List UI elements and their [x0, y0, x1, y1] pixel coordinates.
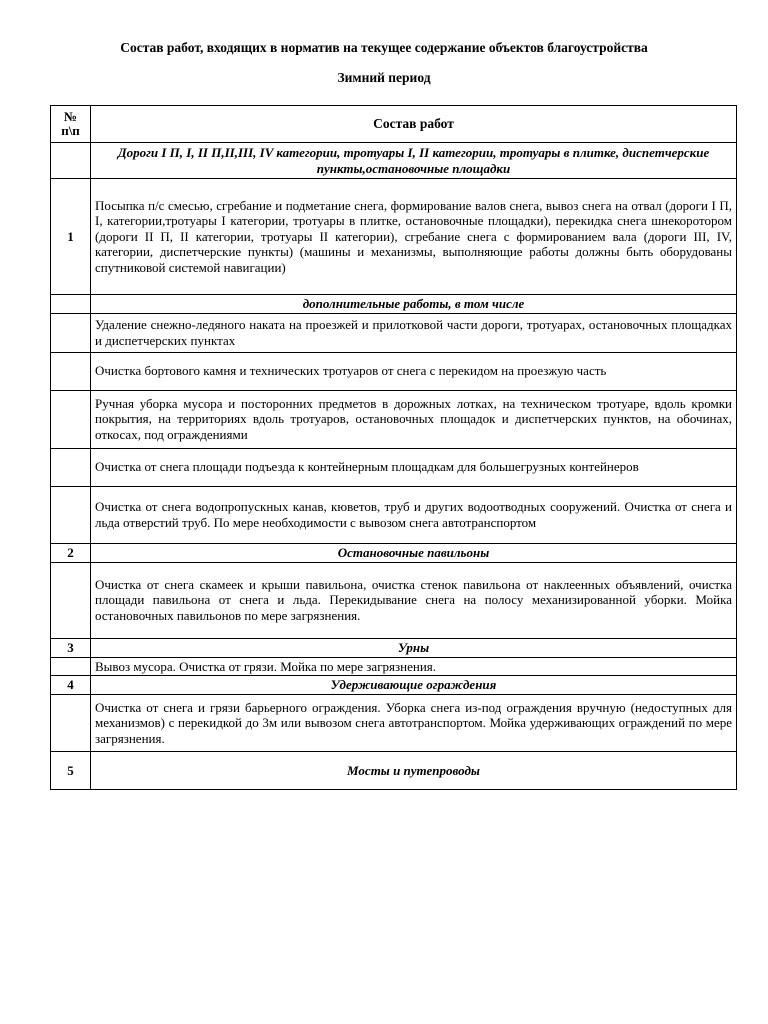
row-number: 1	[51, 179, 91, 295]
works-table	[50, 105, 737, 790]
row-number	[51, 448, 91, 486]
table-row	[51, 752, 737, 790]
row-number	[51, 143, 91, 179]
section-title: Мосты и путепроводы	[91, 752, 737, 790]
table-row	[51, 657, 737, 676]
section-title: дополнительные работы, в том числе	[91, 295, 737, 314]
document-title: Состав работ, входящих в норматив на текущее содержание объектов благоустройства	[120, 40, 648, 55]
row-number	[51, 486, 91, 543]
table-row	[51, 543, 737, 562]
section-title: Удерживающие ограждения	[91, 676, 737, 695]
section-title: Дороги I П, I, II П,II,III, IV категории, тротуары I, II категории, тротуары в плитке, диспетчерские пункты,остановочные площадки	[91, 143, 737, 179]
work-description: Вывоз мусора. Очистка от грязи. Мойка по мере загрязнения.	[91, 657, 737, 676]
table-row	[51, 695, 737, 752]
row-number	[51, 695, 91, 752]
row-number: 5	[51, 752, 91, 790]
table-row	[51, 179, 737, 295]
work-description: Ручная уборка мусора и посторонних предметов в дорожных лотках, на техническом тротуаре, вдоль кромки покрытия, на территориях вдоль тротуаров, остановочных площадок и диспетчерских пунктов, на обочинах, откосах, под ограждениями	[91, 390, 737, 448]
table-row	[51, 638, 737, 657]
row-number	[51, 352, 91, 390]
row-number: 2	[51, 543, 91, 562]
table-row	[51, 448, 737, 486]
row-number: 3	[51, 638, 91, 657]
work-description: Очистка от снега площади подъезда к контейнерным площадкам для большегрузных контейнеров	[91, 448, 737, 486]
table-row	[51, 295, 737, 314]
table-header-row	[51, 106, 737, 143]
table-row	[51, 143, 737, 179]
work-description: Очистка бортового камня и технических тротуаров от снега с перекидом на проезжую часть	[91, 352, 737, 390]
table-row	[51, 676, 737, 695]
section-title: Остановочные павильоны	[91, 543, 737, 562]
row-number: 4	[51, 676, 91, 695]
row-number	[51, 562, 91, 638]
table-row	[51, 562, 737, 638]
row-number	[51, 657, 91, 676]
column-header-number: № п\п	[51, 106, 91, 143]
row-number	[51, 390, 91, 448]
work-description: Очистка от снега скамеек и крыши павильона, очистка стенок павильона от наклеенных объявлений, очистка площади павильона от снега и льда. Перекидывание снега на полосу механизированной уборки. Мойка остановочных павильонов по мере загрязнения.	[91, 562, 737, 638]
column-header-works: Состав работ	[91, 106, 737, 143]
table-row	[51, 486, 737, 543]
work-description: Очистка от снега водопропускных канав, кюветов, труб и других водоотводных сооружений. Очистка от снега и льда отверстий труб. По мере необходимости с вывозом снега автотранспортом	[91, 486, 737, 543]
work-description: Посыпка п/с смесью, сгребание и подметание снега, формирование валов снега, вывоз снега на отвал (дороги I П, I, категории,тротуары I категории, тротуары в плитке, остановочные площадки), перекидка снега шнекоротором (дороги II П, II категории, тротуары II категории), сгребание снега с формированием вала (дороги III, IV, категории, диспетчерские пункты) (машины и механизмы, выполняющие работы должны быть оборудованы спутниковой системой навигации)	[91, 179, 737, 295]
table-row	[51, 390, 737, 448]
section-title: Урны	[91, 638, 737, 657]
table-row	[51, 313, 737, 352]
table-row	[51, 352, 737, 390]
row-number	[51, 313, 91, 352]
row-number	[51, 295, 91, 314]
work-description: Очистка от снега и грязи барьерного ограждения. Уборка снега из-под ограждения вручную (недоступных для механизмов) с перекидкой до 3м или вывозом снега автотранспортом. Мойка удерживающих ограждений по мере загрязнения.	[91, 695, 737, 752]
document-subtitle: Зимний период	[337, 70, 431, 85]
work-description: Удаление снежно-ледяного наката на проезжей и прилотковой части дороги, тротуарах, остановочных площадках и диспетчерских пунктах	[91, 313, 737, 352]
